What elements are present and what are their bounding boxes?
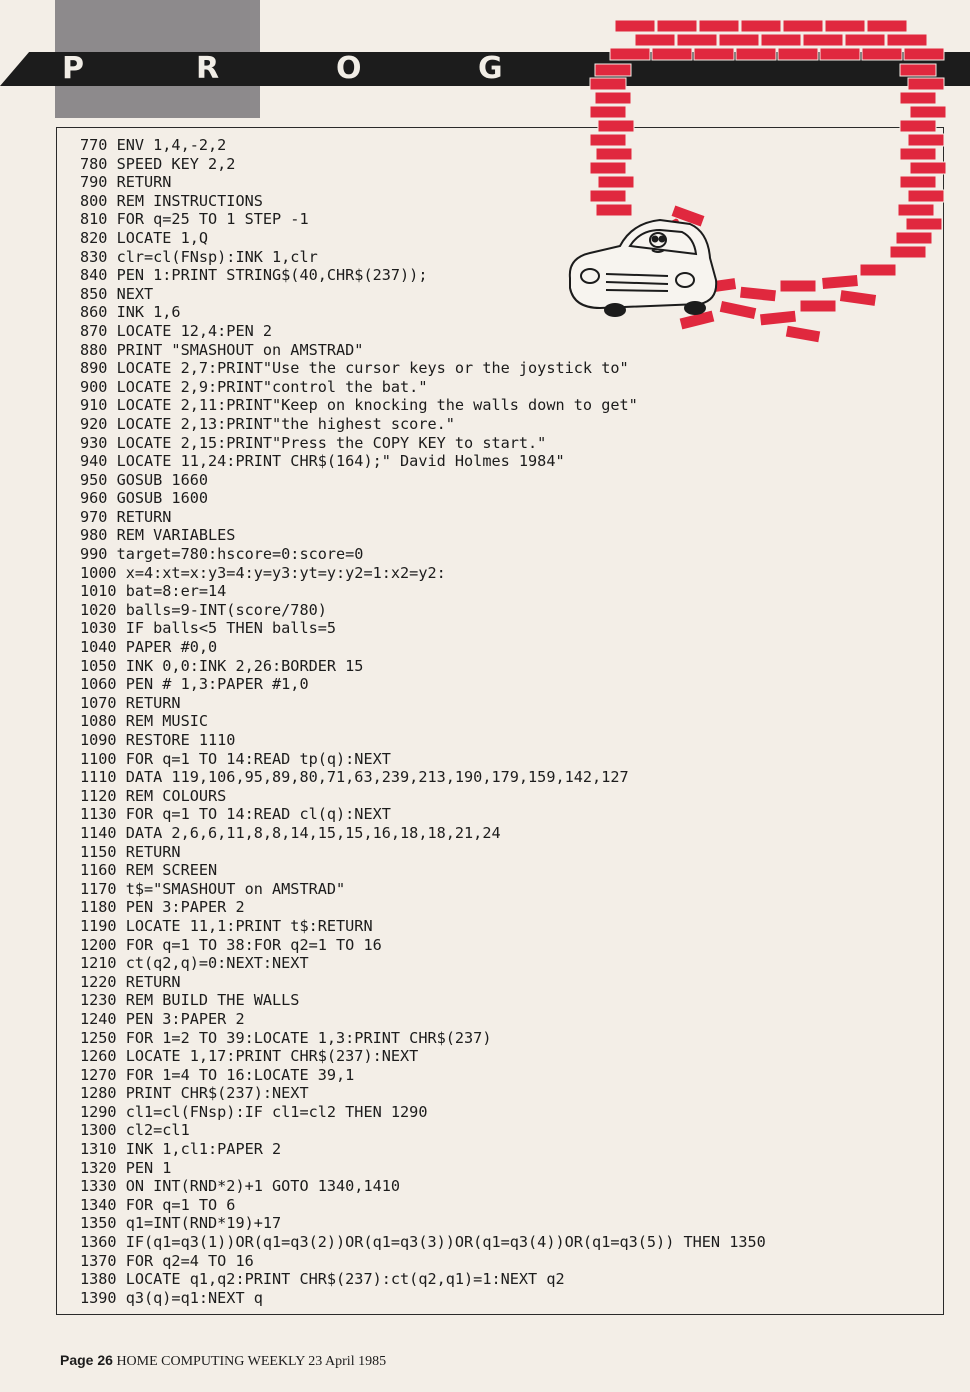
code-line: 970 RETURN xyxy=(80,507,172,526)
code-line: 960 GOSUB 1600 xyxy=(80,489,209,508)
code-line: 1170 t$="SMASHOUT on AMSTRAD" xyxy=(80,879,346,898)
code-line: 1110 DATA 119,106,95,89,80,71,63,239,213,190,179,159,142,127 xyxy=(80,768,629,787)
code-line: 1080 REM MUSIC xyxy=(80,712,209,731)
header-letter-o: O xyxy=(336,51,362,86)
code-line: 1140 DATA 2,6,6,11,8,8,14,15,15,16,18,18,21,24 xyxy=(80,823,501,842)
code-line: 990 target=780:hscore=0:score=0 xyxy=(80,545,364,564)
code-line: 790 RETURN xyxy=(80,173,172,192)
code-line: 1290 cl1=cl(FNsp):IF cl1=cl2 THEN 1290 xyxy=(80,1102,428,1121)
code-line: 1260 LOCATE 1,17:PRINT CHR$(237):NEXT xyxy=(80,1047,419,1066)
code-line: 1380 LOCATE q1,q2:PRINT CHR$(237):ct(q2,q1)=1:NEXT q2 xyxy=(80,1270,565,1289)
code-line: 1250 FOR 1=2 TO 39:LOCATE 1,3:PRINT CHR$(237) xyxy=(80,1028,492,1047)
code-line: 1150 RETURN xyxy=(80,842,181,861)
code-line: 880 PRINT "SMASHOUT on AMSTRAD" xyxy=(80,340,364,359)
header-letter-g: G xyxy=(478,51,503,86)
code-line: 890 LOCATE 2,7:PRINT"Use the cursor keys or the joystick to" xyxy=(80,359,629,378)
header-letter-p: P xyxy=(62,51,84,86)
code-line: 1040 PAPER #0,0 xyxy=(80,638,218,657)
code-line: 1210 ct(q2,q)=0:NEXT:NEXT xyxy=(80,954,309,973)
code-line: 1190 LOCATE 11,1:PRINT t$:RETURN xyxy=(80,916,373,935)
code-line: 1350 q1=INT(RND*19)+17 xyxy=(80,1214,282,1233)
code-line: 1050 INK 0,0:INK 2,26:BORDER 15 xyxy=(80,656,364,675)
code-line: 1300 cl2=cl1 xyxy=(80,1121,190,1140)
code-line: 1130 FOR q=1 TO 14:READ cl(q):NEXT xyxy=(80,805,391,824)
header-letter-r: R xyxy=(196,51,220,86)
code-line: 900 LOCATE 2,9:PRINT"control the bat." xyxy=(80,377,428,396)
code-line: 850 NEXT xyxy=(80,284,154,303)
code-line: 770 ENV 1,4,-2,2 xyxy=(80,136,227,154)
code-line: 1200 FOR q=1 TO 38:FOR q2=1 TO 16 xyxy=(80,935,382,954)
code-line: 800 REM INSTRUCTIONS xyxy=(80,191,263,210)
code-line: 1330 ON INT(RND*2)+1 GOTO 1340,1410 xyxy=(80,1177,401,1196)
code-line: 1100 FOR q=1 TO 14:READ tp(q):NEXT xyxy=(80,749,391,768)
code-line: 1160 REM SCREEN xyxy=(80,861,218,880)
code-line: 1060 PEN # 1,3:PAPER #1,0 xyxy=(80,675,309,694)
code-line: 1370 FOR q2=4 TO 16 xyxy=(80,1251,254,1270)
code-line: 870 LOCATE 12,4:PEN 2 xyxy=(80,321,273,340)
publication-line: HOME COMPUTING WEEKLY 23 April 1985 xyxy=(116,1354,387,1369)
code-line: 940 LOCATE 11,24:PRINT CHR$(164);" David Holmes 1984" xyxy=(80,452,565,471)
code-line: 1090 RESTORE 1110 xyxy=(80,731,236,749)
brick-wall-car-crash-icon xyxy=(560,18,970,358)
code-line: 1180 PEN 3:PAPER 2 xyxy=(80,898,245,917)
code-line: 1360 IF(q1=q3(1))OR(q1=q3(2))OR(q1=q3(3))OR(q1=q3(4))OR(q1=q3(5)) THEN 1350 xyxy=(80,1233,766,1252)
code-line: 780 SPEED KEY 2,2 xyxy=(80,154,236,173)
code-line: 1030 IF balls<5 THEN balls=5 xyxy=(80,619,337,638)
code-line: 920 LOCATE 2,13:PRINT"the highest score." xyxy=(80,414,455,433)
code-line: 1120 REM COLOURS xyxy=(80,786,227,805)
code-line: 820 LOCATE 1,Q xyxy=(80,228,209,247)
code-line: 950 GOSUB 1660 xyxy=(80,470,209,489)
code-line: 1010 bat=8:er=14 xyxy=(80,582,227,601)
code-line: 1240 PEN 3:PAPER 2 xyxy=(80,1009,245,1028)
code-line: 1070 RETURN xyxy=(80,693,181,712)
code-line: 1340 FOR q=1 TO 6 xyxy=(80,1195,236,1214)
code-line: 980 REM VARIABLES xyxy=(80,526,236,545)
code-line: 1320 PEN 1 xyxy=(80,1158,172,1177)
code-line: 1220 RETURN xyxy=(80,972,181,991)
page-footer xyxy=(60,1352,386,1370)
code-line: 1310 INK 1,cl1:PAPER 2 xyxy=(80,1140,282,1159)
code-line: 1390 q3(q)=q1:NEXT q xyxy=(80,1288,263,1307)
code-line: 810 FOR q=25 TO 1 STEP -1 xyxy=(80,210,309,229)
code-line: 930 LOCATE 2,15:PRINT"Press the COPY KEY to start." xyxy=(80,433,547,452)
page-number: Page 26 xyxy=(60,1352,113,1368)
code-line: 1230 REM BUILD THE WALLS xyxy=(80,991,300,1010)
code-line: 860 INK 1,6 xyxy=(80,303,181,322)
code-line: 1280 PRINT CHR$(237):NEXT xyxy=(80,1084,309,1103)
code-line: 910 LOCATE 2,11:PRINT"Keep on knocking the walls down to get" xyxy=(80,396,638,415)
code-line: 1270 FOR 1=4 TO 16:LOCATE 39,1 xyxy=(80,1065,355,1084)
code-line: 830 clr=cl(FNsp):INK 1,clr xyxy=(80,247,318,266)
code-line: 840 PEN 1:PRINT STRING$(40,CHR$(237)); xyxy=(80,266,428,285)
code-line: 1000 x=4:xt=x:y3=4:y=y3:yt=y:y2=1:x2=y2: xyxy=(80,563,446,582)
code-line: 1020 balls=9-INT(score/780) xyxy=(80,600,327,619)
